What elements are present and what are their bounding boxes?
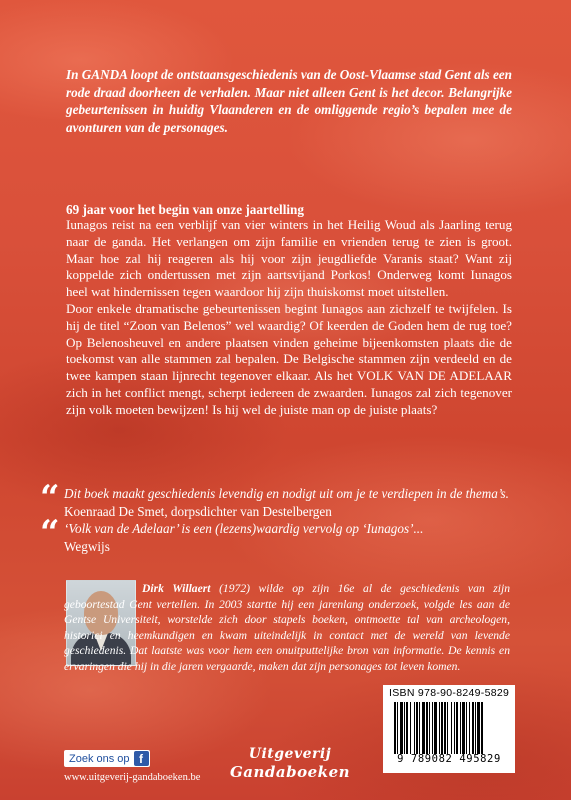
story-paragraph-2: Door enkele dramatische gebeurtenissen begint Iunagos aan zichzelf te twijfelen. Is hij de titel “Zoon van Belenos” wel waardig? Of keerden de Goden hem de rug toe? Op Belenosheuvel en andere plaatsen vinden geheime bijeenkomsten plaats die de toekomst van alle stammen zal bepalen. De Belgische stammen zijn verdeeld en de twee kampen staan lijnrecht tegenover elkaar. Als het VOLK VAN DE ADELAAR zich in het conflict mengt, scherpt iedereen de zwaarden. Iunagos zal zich tegenover zijn volk moeten bewijzen! Is hij wel de juiste man op de juiste plaats? (66, 300, 512, 417)
quote-mark-icon: “ (40, 478, 60, 518)
intro-text: In GANDA loopt de ontstaansgeschiedenis van de Oost-Vlaamse stad Gent als een rode draad doorheen de verhalen. Maar niet alleen Gent is het decor. Belangrijke gebeurtenissen in huidig Vlaanderen en de omliggende regio’s bepalen mee de avonturen van de personages. (66, 67, 512, 135)
logo-line-1: Uitgeverij (248, 746, 332, 762)
story-text (66, 217, 512, 419)
barcode-digits: 9 789082 495829 (397, 753, 501, 765)
story-paragraph-1: Iunagos reist na een verblijf van vier winters in het Heilig Woud als Jaarling terug naar de ganda. Het verlangen om zijn familie en vrienden terug te zien is groot. Maar hoe zal hij reageren als hij voor zijn jeugdliefde Varanis staat? Want zij koppelde zich ondertussen met zijn aartsvijand Porkos! Onderweg komt Iunagos heel wat hindernissen tegen waardoor hij zijn thuiskomst moet uitstellen. (66, 217, 512, 300)
story-heading: 69 jaar voor het begin van onze jaartelling (66, 202, 304, 217)
review-quote-1-text: Dit boek maakt geschiedenis levendig en nodigt uit om je te verdiepen in de thema’s. (64, 486, 509, 501)
quote-mark-icon: “ (40, 513, 60, 553)
facebook-label: Zoek ons op (69, 752, 130, 765)
author-bio-text: (1972) wilde op zijn 16e al de geschiedenis van zijn geboortestad Gent vertellen. In 2003 startte hij een jarenlang onderzoek, volgde les aan de Gentse Universiteit, worstelde zich door stapels boeken, ontmoette tal van archeologen, historici en heemkundigen en kwam uiteindelijk in contact met de wereld van levende geschiedenis. Dat laatste was voor hem een onuitputtelijke bron van informatie. De kennis en ervaringen die hij in die jaren vergaarde, maken dat zijn personages tot leven komen. (64, 582, 510, 673)
facebook-icon: f (134, 751, 149, 766)
review-quote-2-source: Wegwijs (64, 539, 110, 554)
website-link[interactable]: www.uitgeverij-gandaboeken.be (64, 772, 201, 783)
review-quote-2-text: ‘Volk van de Adelaar’ is een (lezens)waardig vervolg op ‘Iunagos’... (64, 521, 424, 536)
publisher-logo (230, 745, 350, 781)
review-quote-1 (40, 478, 515, 520)
review-quote-1-source: Koenraad De Smet, dorpsdichter van Destelbergen (64, 503, 332, 519)
review-quote-1-body (64, 485, 515, 520)
barcode-icon (391, 702, 507, 754)
isbn-barcode-box (383, 685, 515, 773)
author-bio (64, 581, 510, 675)
author-name: Dirk Willaert (142, 582, 211, 595)
isbn-label: ISBN 978-90-8249-5829 (389, 687, 510, 699)
facebook-link[interactable] (64, 750, 150, 767)
logo-line-2: Gandaboeken (230, 763, 351, 781)
